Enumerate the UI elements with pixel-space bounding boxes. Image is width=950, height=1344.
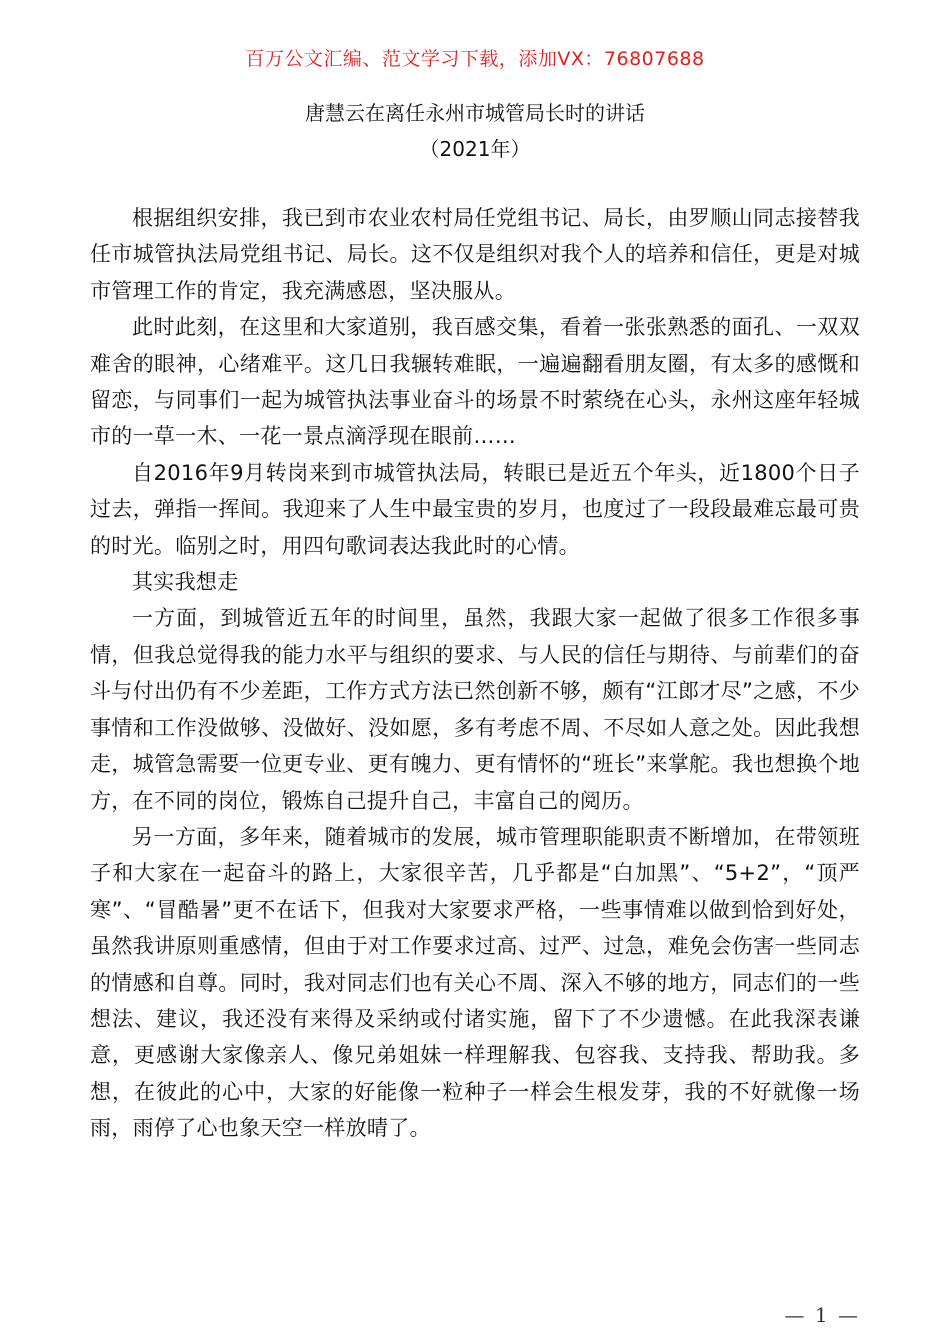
paragraph-2: 此时此刻，在这里和大家道别，我百感交集，看着一张张熟悉的面孔、一双双难舍的眼神，心绪难平。这几日我辗转难眠，一遍遍翻看朋友圈，有太多的感慨和留恋，与同事们一起为城管执法事业奋斗的场景不时萦绕在心头，永州这座年轻城市的一草一木、一花一景点滴浮现在眼前…… [90, 315, 860, 449]
page-number: — 1 — [784, 1303, 860, 1327]
document-body [90, 200, 860, 1147]
section-heading: 其实我想走 [132, 570, 239, 595]
paragraph-5: 另一方面，多年来，随着城市的发展，城市管理职能职责不断增加，在带领班子和大家在一起奋斗的路上，大家很辛苦，几乎都是“白加黑”、“5+2”，“顶严寒”、“冒酷暑”更不在话下，但我对大家要求严格，一些事情难以做到恰到好处，虽然我讲原则重感情，但由于对工作要求过高、过严、过急，难免会伤害一些同志的情感和自尊。同时，我对同志们也有关心不周、深入不够的地方，同志们的一些想法、建议，我还没有来得及采纳或付诸实施，留下了不少遗憾。在此我深表谦意，更感谢大家像亲人、像兄弟姐妹一样理解我、包容我、支持我、帮助我。多想，在彼此的心中，大家的好能像一粒种子一样会生根发芽，我的不好就像一场雨，雨停了心也象天空一样放晴了。 [90, 824, 860, 1141]
paragraph-3: 自2016年9月转岗来到市城管执法局，转眼已是近五个年头，近1800个日子过去，弹指一挥间。我迎来了人生中最宝贵的岁月，也度过了一段段最难忘最可贵的时光。临别之时，用四句歌词表达我此时的心情。 [90, 460, 860, 558]
document-title: 唐慧云在离任永州市城管局长时的讲话 [305, 101, 645, 125]
paragraph-1: 根据组织安排，我已到市农业农村局任党组书记、局长，由罗顺山同志接替我任市城管执法局党组书记、局长。这不仅是组织对我个人的培养和信任，更是对城市管理工作的肯定，我充满感恩，坚决服从。 [90, 206, 860, 303]
document-subtitle: （2021年） [419, 137, 531, 161]
paragraph-4: 一方面，到城管近五年的时间里，虽然，我跟大家一起做了很多工作很多事情，但我总觉得我的能力水平与组织的要求、与人民的信任与期待、与前辈们的奋斗与付出仍有不少差距，工作方式方法已然创新不够，颇有“江郎才尽”之感，不少事情和工作没做够、没做好、没如愿，多有考虑不周、不尽如人意之处。因此我想走，城管急需要一位更专业、更有魄力、更有情怀的“班长”来掌舵。我也想换个地方，在不同的岗位，锻炼自己提升自己，丰富自己的阅历。 [90, 606, 860, 813]
header-note: 百万公文汇编、范文学习下载，添加VX：76807688 [245, 48, 705, 70]
